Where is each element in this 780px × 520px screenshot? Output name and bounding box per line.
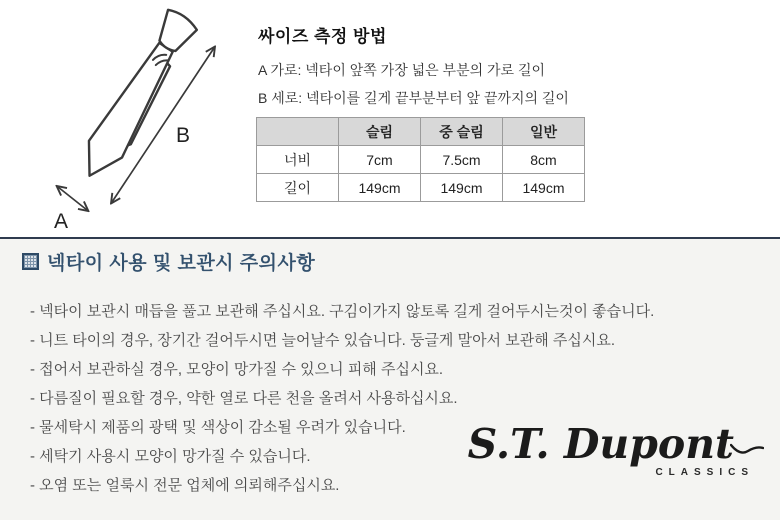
- care-heading-text: 넥타이 사용 및 보관시 주의사항: [47, 253, 316, 274]
- brand-logo-subtext: CLASSICS: [655, 467, 754, 478]
- size-table-row-width: [257, 146, 585, 174]
- width-value-regular: 8cm: [503, 146, 585, 174]
- size-guide-title: 싸이즈 측정 방법: [258, 27, 387, 46]
- size-table-header-regular: 일반: [503, 118, 585, 146]
- care-item: - 니트 타이의 경우, 장기간 걸어두시면 늘어날수 있습니다. 둥글게 말아서 보관해 주십시요.: [30, 332, 615, 349]
- grid-square-icon: [22, 253, 39, 270]
- brand-logo-script: [467, 420, 764, 468]
- size-table-header-row: [257, 118, 585, 146]
- size-guide-section: [0, 0, 780, 237]
- tie-measurement-diagram: [8, 2, 258, 232]
- diagram-label-a: A: [54, 210, 69, 232]
- tie-sketch: [74, 6, 200, 186]
- care-item: - 다름질이 필요할 경우, 약한 열로 다른 천을 올려서 사용하십시요.: [30, 390, 458, 407]
- length-value-midslim: 149cm: [421, 174, 503, 202]
- care-heading: [22, 248, 315, 275]
- size-table: [256, 117, 585, 202]
- brand-logo-text: S.T. Dupont: [467, 420, 734, 468]
- row-label-width: 너비: [257, 146, 339, 174]
- width-value-slim: 7cm: [339, 146, 421, 174]
- tie-front-blade: [74, 37, 181, 185]
- size-guide-desc-width: A 가로: 넥타이 앞쪽 가장 넓은 부분의 가로 길이: [258, 62, 546, 78]
- diagram-label-b: B: [176, 124, 191, 147]
- row-label-length: 길이: [257, 174, 339, 202]
- width-value-midslim: 7.5cm: [421, 146, 503, 174]
- care-item: - 물세탁시 제품의 광택 및 색상이 감소될 우려가 있습니다.: [30, 419, 406, 436]
- brand-logo: [467, 420, 764, 478]
- size-guide-desc-length: B 세로: 넥타이를 길게 끝부분부터 앞 끝까지의 길이: [258, 90, 569, 106]
- care-item: - 세탁기 사용시 모양이 망가질 수 있습니다.: [30, 448, 311, 465]
- length-value-regular: 149cm: [503, 174, 585, 202]
- care-item: - 접어서 보관하실 경우, 모양이 망가질 수 있으니 피해 주십시요.: [30, 361, 444, 378]
- care-section: [0, 239, 780, 520]
- length-value-slim: 149cm: [339, 174, 421, 202]
- care-item: - 오염 또는 얼룩시 전문 업체에 의뢰해주십시요.: [30, 477, 340, 494]
- care-item: - 넥타이 보관시 매듭을 풀고 보관해 주십시요. 구김이가지 않토록 길게 걸어두시는것이 좋습니다.: [30, 303, 655, 320]
- size-table-row-length: [257, 174, 585, 202]
- size-table-corner-cell: [257, 118, 339, 146]
- width-arrow-a: [58, 187, 87, 210]
- size-table-header-slim: 슬림: [339, 118, 421, 146]
- size-table-header-midslim: 중 슬림: [421, 118, 503, 146]
- logo-swash-icon: [730, 442, 764, 458]
